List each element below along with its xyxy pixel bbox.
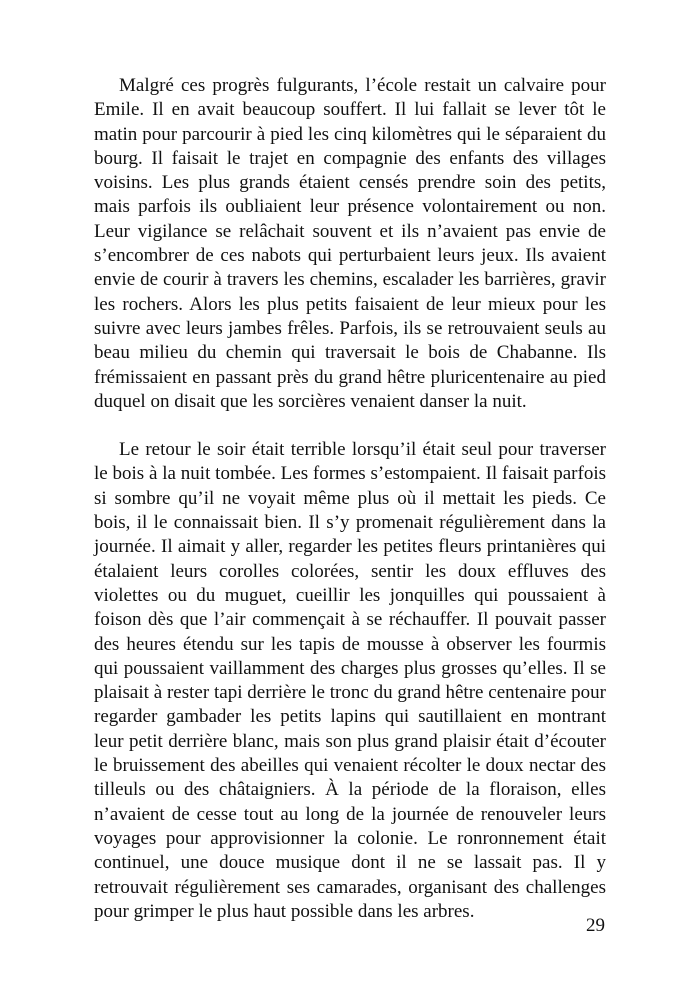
paragraph-1: Malgré ces progrès fulgurants, l’école restait un calvaire pour Emile. Il en avait beaucoup souffert. Il lui fallait se lever tôt le matin pour parcourir à pied les cinq kilomètres qui le séparaient du bourg. Il faisait le trajet en compagnie des enfants des villages voisins. Les plus grands étaient censés prendre soin des petits, mais parfois ils oubliaient leur présence volontairement ou non. Leur vigilance se relâchait souvent et ils n’avaient pas envie de s’encombrer de ces nabots qui perturbaient leurs jeux. Ils avaient envie de courir à travers les chemins, escalader les barrières, gravir les rochers. Alors les plus petits faisaient de leur mieux pour les suivre avec leurs jambes frêles. Parfois, ils se retrouvaient seuls au beau milieu du chemin qui traversait le bois de Chabanne. Ils frémissaient en passant près du grand hêtre pluricentenaire au pied duquel on disait que les sorcières venaient danser la nuit. bbox=[94, 75, 606, 412]
page-body bbox=[94, 74, 606, 924]
page-number: 29 bbox=[586, 915, 605, 936]
paragraph-2: Le retour le soir était terrible lorsqu’il était seul pour traverser le bois à la nuit tombée. Les formes s’estompaient. Il faisait parfois si sombre qu’il ne voyait même plus où il mettait les pieds. Ce bois, il le connaissait bien. Il s’y promenait régulièrement dans la journée. Il aimait y aller, regarder les petites fleurs printanières qui étalaient leurs corolles colorées, sentir les doux effluves des violettes ou du muguet, cueillir les jonquilles qui poussaient à foison dès que l’air commençait à se réchauffer. Il pouvait passer des heures étendu sur les tapis de mousse à observer les fourmis qui poussaient vaillamment des charges plus grosses qu’elles. Il se plaisait à rester tapi derrière le tronc du grand hêtre centenaire pour regarder gambader les petits lapins qui sautillaient en montrant leur petit derrière blanc, mais son plus grand plaisir était d’écouter le bruissement des abeilles qui venaient récolter le doux nectar des tilleuls ou des châtaigniers. À la période de la floraison, elles n’avaient de cesse tout au long de la journée de renouveler leurs voyages pour approvisionner la colonie. Le ronronnement était continuel, une douce musique dont il ne se lassait pas. Il y retrouvait régulièrement ses camarades, organisant des challenges pour grimper le plus haut possible dans les arbres. bbox=[94, 439, 606, 922]
